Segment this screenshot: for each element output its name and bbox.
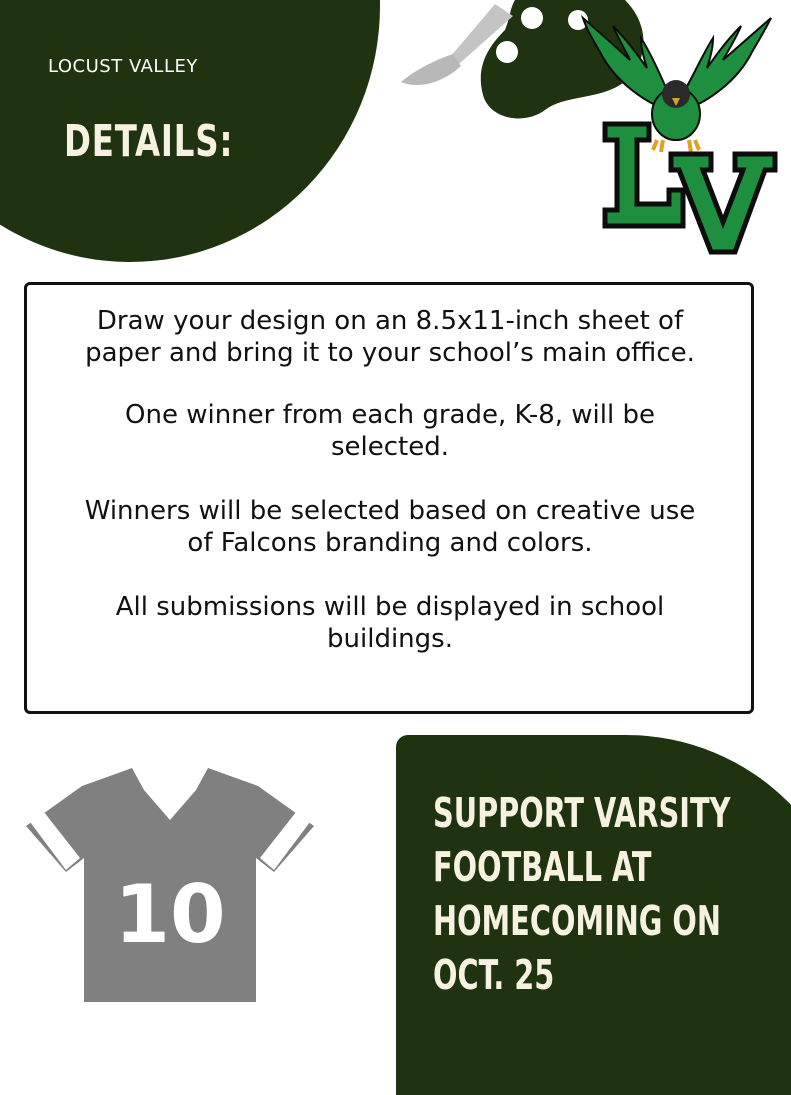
detail-paragraph: Winners will be selected based on creative use of Falcons branding and colors. bbox=[84, 496, 696, 558]
detail-paragraph: All submissions will be displayed in school buildings. bbox=[115, 592, 665, 654]
jersey-number: 10 bbox=[114, 868, 226, 961]
org-name: LOCUST VALLEY bbox=[48, 56, 198, 77]
left-wing bbox=[583, 18, 667, 110]
jersey-icon bbox=[22, 760, 317, 1005]
palette-dot-2 bbox=[496, 41, 518, 63]
palette-dot-1 bbox=[521, 7, 543, 29]
right-wing bbox=[685, 18, 771, 110]
details-box bbox=[24, 282, 754, 714]
detail-paragraph: Draw your design on an 8.5x11-inch sheet of paper and bring it to your school’s main office. bbox=[85, 306, 695, 368]
letter-v bbox=[671, 154, 775, 252]
falcon-logo bbox=[575, 12, 780, 257]
detail-paragraph: One winner from each grade, K-8, will be selected. bbox=[125, 400, 655, 462]
page-title: DETAILS: bbox=[64, 116, 234, 167]
homecoming-callout: SUPPORT VARSITY FOOTBALL AT HOMECOMING ON OCT. 25 bbox=[433, 789, 731, 999]
falcon-talons bbox=[653, 140, 699, 152]
